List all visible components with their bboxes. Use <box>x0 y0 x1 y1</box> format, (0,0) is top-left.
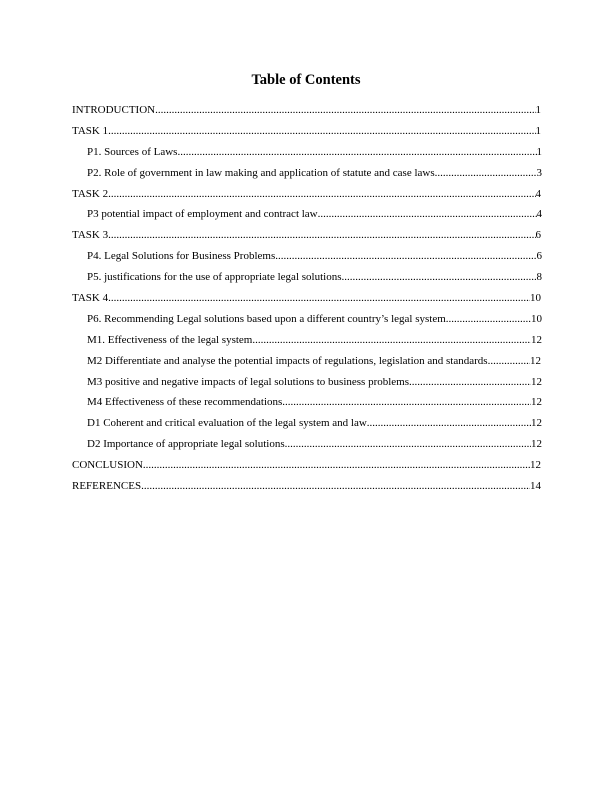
toc-entry-label: M2 Differentiate and analyse the potential impacts of regulations, legislation and standards. <box>87 354 491 367</box>
toc-entry-label: P2. Role of government in law making and application of statute and case laws <box>87 166 435 179</box>
dot-leader <box>177 142 536 163</box>
toc-entry-label: M4 Effectiveness of these recommendations <box>87 396 283 409</box>
toc-entry-page: 4 <box>536 208 542 221</box>
dot-leader <box>435 163 537 184</box>
dot-leader <box>367 413 531 434</box>
toc-entry-conclusion[interactable] <box>72 455 541 476</box>
toc-entry-page: 1 <box>535 104 541 116</box>
toc-entry-page: 1 <box>536 145 542 158</box>
toc-entry-page: 10 <box>530 292 541 305</box>
toc-entry-label: REFERENCES <box>72 480 142 493</box>
dot-leader <box>285 434 531 455</box>
dot-leader <box>341 267 536 288</box>
toc-entry-d2[interactable] <box>72 434 542 455</box>
dot-leader <box>143 455 530 476</box>
dot-leader <box>108 288 530 309</box>
toc-entry-task-1[interactable] <box>72 121 541 142</box>
dot-leader <box>275 246 536 267</box>
toc-entry-page: 8 <box>536 271 542 284</box>
toc-entry-m1[interactable] <box>72 330 542 351</box>
toc-entry-page: 10 <box>531 312 542 325</box>
toc-entry-label: TASK 4 <box>72 292 109 305</box>
dot-leader <box>108 184 535 205</box>
toc-title: Table of Contents <box>251 72 361 88</box>
toc-entry-introduction[interactable] <box>72 100 541 121</box>
toc-entry-task-2[interactable] <box>72 184 541 205</box>
toc-entry-label: P6. Recommending Legal solutions based upon a different country’s legal system <box>87 312 446 325</box>
toc-entry-label: D2 Importance of appropriate legal solutions <box>87 438 285 451</box>
toc-entry-page: 12 <box>531 417 542 430</box>
toc-entry-page: 14 <box>530 480 541 493</box>
toc-entry-page: 3 <box>536 166 542 179</box>
toc-entry-page: 12 <box>531 333 542 346</box>
toc-entry-page: 12 <box>530 459 541 472</box>
toc-entry-p5[interactable] <box>72 267 542 288</box>
toc-entry-label: TASK 1 <box>72 124 109 137</box>
toc-entry-m2[interactable] <box>72 351 541 372</box>
dot-leader <box>446 309 531 330</box>
toc-entry-m4[interactable] <box>72 392 542 413</box>
dot-leader <box>108 225 535 246</box>
toc-entry-page: 12 <box>531 438 542 451</box>
toc-entry-page: 12 <box>531 375 542 388</box>
toc-entry-label: TASK 2 <box>72 187 109 200</box>
toc-entry-page: 6 <box>535 229 541 242</box>
dot-leader <box>252 330 531 351</box>
toc-entry-label: M1. Effectiveness of the legal system <box>87 333 253 346</box>
toc-entry-page: 12 <box>530 354 541 367</box>
toc-entry-task-3[interactable] <box>72 225 541 246</box>
table-of-contents <box>72 100 541 497</box>
dot-leader <box>490 351 530 372</box>
toc-entry-p3[interactable] <box>72 204 542 225</box>
toc-entry-label: P5. justifications for the use of appropriate legal solutions <box>87 271 342 284</box>
toc-entry-label: D1 Coherent and critical evaluation of the legal system and law <box>87 417 367 430</box>
toc-entry-page: 6 <box>536 250 542 263</box>
dot-leader <box>409 372 531 393</box>
toc-entry-d1[interactable] <box>72 413 542 434</box>
dot-leader <box>282 392 531 413</box>
toc-entry-page: 12 <box>531 396 542 409</box>
toc-entry-p4[interactable] <box>72 246 542 267</box>
toc-entry-references[interactable] <box>72 476 541 497</box>
toc-entry-label: INTRODUCTION <box>72 104 156 116</box>
toc-entry-p1[interactable] <box>72 142 542 163</box>
toc-entry-label: P4. Legal Solutions for Business Problems <box>87 250 276 263</box>
toc-entry-m3[interactable] <box>72 372 542 393</box>
toc-entry-label: CONCLUSION <box>72 459 143 472</box>
toc-entry-page: 1 <box>535 124 541 137</box>
dot-leader <box>318 204 537 225</box>
toc-entry-p6[interactable] <box>72 309 542 330</box>
dot-leader <box>155 100 535 121</box>
dot-leader <box>141 476 530 497</box>
toc-entry-task-4[interactable] <box>72 288 541 309</box>
toc-entry-label: TASK 3 <box>72 229 109 242</box>
toc-entry-label: P1. Sources of Laws <box>87 145 178 158</box>
toc-entry-label: P3 potential impact of employment and contract law <box>87 208 318 221</box>
toc-entry-label: M3 positive and negative impacts of legal solutions to business problems <box>87 375 410 388</box>
dot-leader <box>108 121 535 142</box>
toc-entry-page: 4 <box>535 187 541 200</box>
toc-entry-p2[interactable] <box>72 163 542 184</box>
